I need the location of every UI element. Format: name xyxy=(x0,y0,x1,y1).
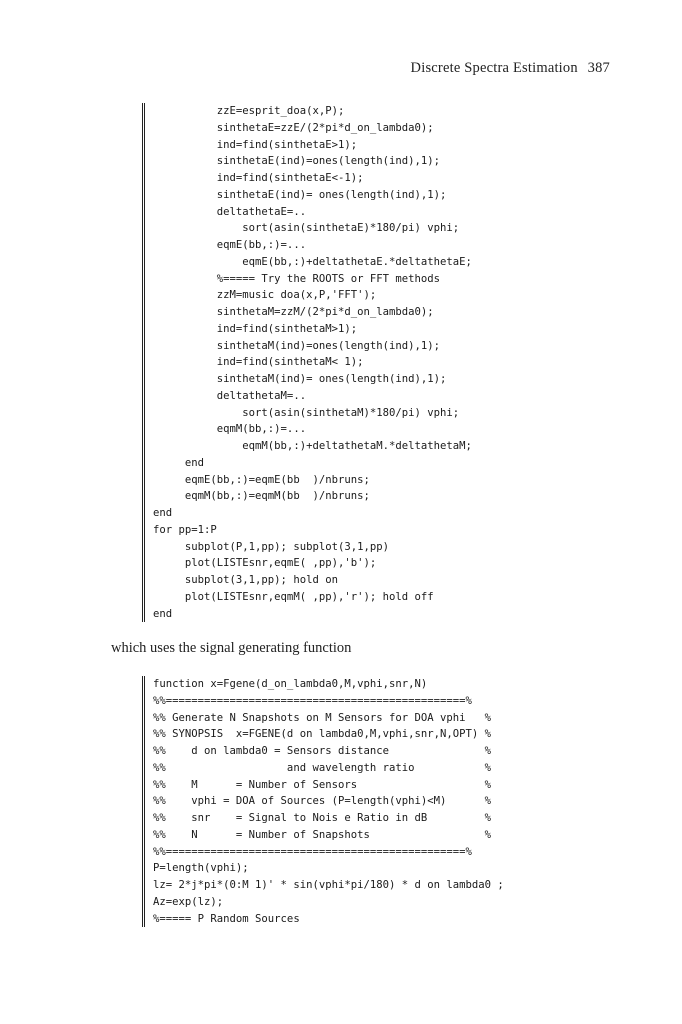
code-line: P=length(vphi); xyxy=(153,862,249,875)
code-line: ind=find(sinthetaE<-1); xyxy=(153,172,364,184)
code-line: sort(asin(sinthetaM)*180/pi) vphi; xyxy=(153,406,460,419)
code-line: eqmM(bb,:)=eqmM(bb )/nbruns; xyxy=(153,490,370,503)
code-line: %% vphi = DOA of Sources (P=length(vphi)<M) % xyxy=(153,795,492,808)
code-line: %%===============================================% xyxy=(153,845,472,858)
code-line: deltathetaE=.. xyxy=(153,205,307,218)
code-line: %% Generate N Snapshots on M Sensors for DOA vphi % xyxy=(153,711,492,724)
code-listing-continued xyxy=(142,103,472,622)
code-line: %% d on lambda0 = Sensors distance % xyxy=(153,745,492,757)
code-line: deltathetaM=.. xyxy=(153,389,307,402)
code-line: %% and wavelength ratio % xyxy=(153,761,492,774)
running-title: Discrete Spectra Estimation xyxy=(410,60,578,76)
code-line: sinthetaE(ind)=ones(length(ind),1); xyxy=(153,155,441,168)
code-line: function x=Fgene(d_on_lambda0,M,vphi,snr,N) xyxy=(153,678,428,690)
body-text: which uses the signal generating function xyxy=(111,640,352,656)
code-line: ind=find(sinthetaE>1); xyxy=(153,138,358,151)
code-line: end xyxy=(153,607,173,620)
code-line: %% snr = Signal to Nois e Ratio in dB % xyxy=(153,812,492,824)
code-line: sinthetaM(ind)= ones(length(ind),1); xyxy=(153,373,447,385)
page-number: 387 xyxy=(587,60,610,76)
code-line: ind=find(sinthetaM< 1); xyxy=(153,356,364,369)
code-line: eqmE(bb,:)=eqmE(bb )/nbruns; xyxy=(153,473,370,486)
code-line: %%===============================================% xyxy=(153,694,472,707)
code-line: sinthetaM(ind)=ones(length(ind),1); xyxy=(153,339,441,352)
code-line: subplot(3,1,pp); hold on xyxy=(153,574,338,586)
code-line: plot(LISTEsnr,eqmM( ,pp),'r'); hold off xyxy=(153,590,434,603)
code-line: %% N = Number of Snapshots % xyxy=(153,828,492,841)
code-line: for pp=1:P xyxy=(153,523,217,536)
code-line: ind=find(sinthetaM>1); xyxy=(153,322,358,335)
code-line: eqmE(bb,:)=... xyxy=(153,239,307,251)
code-line: sinthetaM=zzM/(2*pi*d_on_lambda0); xyxy=(153,306,434,318)
code-line: zzM=music doa(x,P,'FFT'); xyxy=(153,289,377,302)
running-header xyxy=(411,60,610,77)
code-line: sinthetaE(ind)= ones(length(ind),1); xyxy=(153,188,447,201)
code-line: sort(asin(sinthetaE)*180/pi) vphi; xyxy=(153,222,460,235)
code-line: %% SYNOPSIS x=FGENE(d on lambda0,M,vphi,snr,N,OPT) % xyxy=(153,728,492,741)
code-line: %% M = Number of Sensors % xyxy=(153,778,492,791)
code-line: Az=exp(lz); xyxy=(153,895,224,908)
code-line: %===== Try the ROOTS or FFT methods xyxy=(153,272,441,285)
code-line: sinthetaE=zzE/(2*pi*d_on_lambda0); xyxy=(153,121,434,134)
code-line: zzE=esprit_doa(x,P); xyxy=(153,105,345,117)
code-line: lz= 2*j*pi*(0:M 1)' * sin(vphi*pi/180) * d on lambda0 ; xyxy=(153,879,504,891)
code-line: plot(LISTEsnr,eqmE( ,pp),'b'); xyxy=(153,557,377,570)
code-line: end xyxy=(153,456,205,469)
code-line: eqmM(bb,:)+deltathetaM.*deltathetaM; xyxy=(153,440,472,452)
code-line: end xyxy=(153,507,173,519)
code-line: %===== P Random Sources xyxy=(153,912,300,925)
code-line: subplot(P,1,pp); subplot(3,1,pp) xyxy=(153,540,389,553)
code-line: eqmM(bb,:)=... xyxy=(153,423,307,436)
code-listing-fgene xyxy=(142,676,504,927)
code-line: eqmE(bb,:)+deltathetaE.*deltathetaE; xyxy=(153,255,472,268)
